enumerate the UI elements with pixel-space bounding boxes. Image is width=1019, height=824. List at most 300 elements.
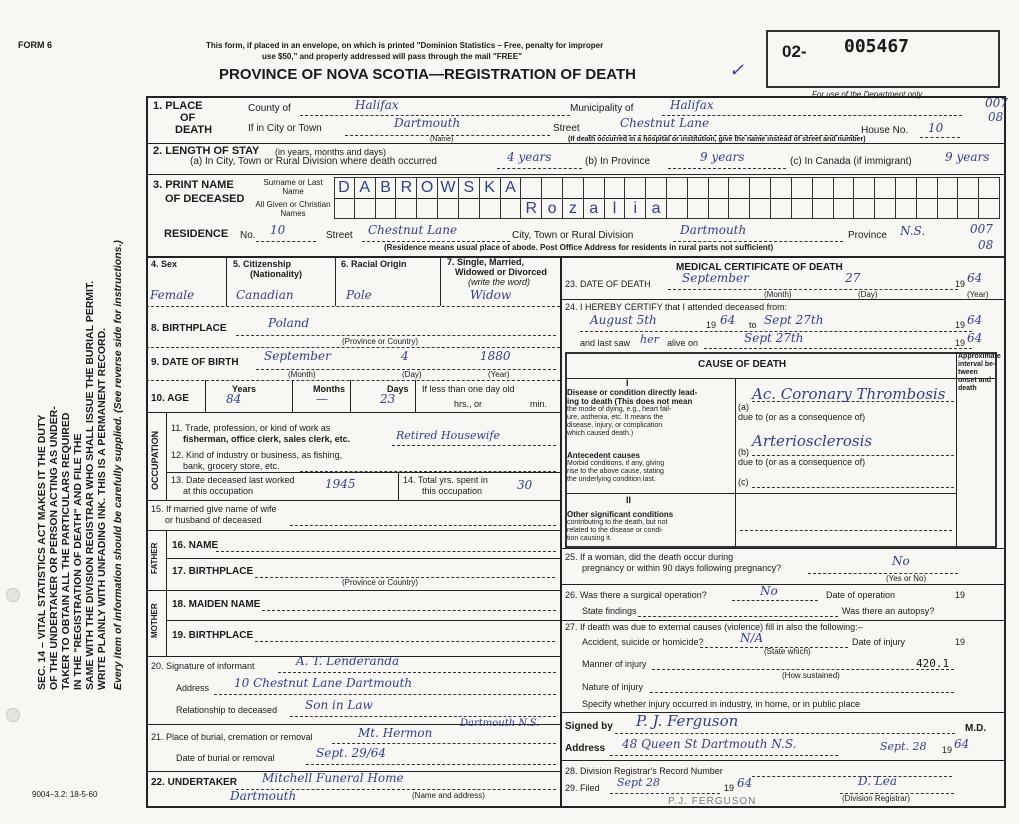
grid-line (292, 380, 293, 412)
burial-date-value[interactable]: Sept. 29/64 (316, 746, 387, 760)
divider (565, 378, 997, 379)
signer-value[interactable]: P. J. Ferguson (636, 712, 739, 730)
divider (560, 299, 1006, 300)
cause-column (735, 378, 736, 548)
undertaker-label: 22. UNDERTAKER (151, 777, 237, 788)
checkmark-icon: ✓ (729, 60, 745, 81)
occupation-label: OCCUPATION (150, 430, 160, 490)
typed-name-stamp: P.J. FERGUSON (668, 796, 757, 807)
surname-letter-box[interactable] (521, 177, 542, 198)
given-name-letter-box[interactable] (709, 198, 730, 219)
attended-to-year[interactable]: 64 (967, 313, 983, 327)
surname-letter-box[interactable] (771, 177, 792, 198)
other-conditions-line (740, 530, 952, 531)
divider (166, 558, 560, 559)
section-3-label: OF DECEASED (165, 193, 245, 205)
res-city-line (673, 241, 843, 242)
given-name-letter-box[interactable] (896, 198, 917, 219)
day-sublabel: (Day) (858, 290, 878, 299)
antecedent-label: rise to the above cause, stating (567, 468, 664, 475)
part-1-label: I (626, 378, 629, 388)
section-1-label: 1. PLACE (153, 100, 203, 112)
house-no-value[interactable]: 10 (928, 121, 944, 135)
alive-on-line (704, 348, 972, 349)
given-name-letter-box[interactable] (376, 198, 397, 219)
sig-date-value[interactable]: Sept. 28 (880, 740, 927, 753)
divider (560, 712, 1006, 713)
surname-letter-box[interactable]: B (376, 177, 397, 198)
divider (146, 530, 560, 531)
given-name-letter-box[interactable] (688, 198, 709, 219)
place-code: 08 (988, 110, 1004, 124)
months-label: Months (313, 384, 345, 394)
age-years-value[interactable]: 84 (226, 392, 242, 406)
surname-letter-box[interactable] (979, 177, 1000, 198)
sig-address-value[interactable]: 48 Queen St Dartmouth N.S. (622, 737, 797, 751)
stay-c-value[interactable]: 9 years (945, 150, 990, 164)
record-number-line (752, 776, 952, 777)
province-country-sublabel: (Province or Country) (342, 578, 419, 587)
divider (146, 256, 1006, 258)
grid-line (205, 380, 206, 412)
filed-label: 29. Filed (565, 783, 600, 793)
column-divider (560, 256, 562, 806)
place-code: 007 (985, 96, 1008, 110)
surname-letter-box[interactable] (584, 177, 605, 198)
date-of-death-line (668, 289, 958, 290)
disease-label: which caused death.) (567, 430, 634, 437)
age-label: 10. AGE (151, 393, 189, 404)
given-name-letter-box[interactable] (854, 198, 875, 219)
given-name-letter-box[interactable] (417, 198, 438, 219)
stay-a-label: (a) In City, Town or Rural Division where death occurred (190, 156, 437, 167)
sidebar-line: Every item of information should be carefully supplied. (See reverse side for instructions.) (112, 240, 124, 690)
divider (146, 590, 560, 591)
filed-line (610, 793, 720, 794)
given-name-letter-box[interactable] (813, 198, 834, 219)
stay-b-value[interactable]: 9 years (700, 150, 745, 164)
maiden-name-label: 18. MAIDEN NAME (172, 599, 261, 610)
grid-line (350, 380, 351, 412)
father-birthplace-label: 17. BIRTHPLACE (172, 566, 254, 577)
given-name-letter-box[interactable] (396, 198, 417, 219)
residence-code: 08 (978, 238, 994, 252)
age-months-value[interactable]: — (316, 392, 328, 406)
cause-b-value[interactable]: Arteriosclerosis (752, 432, 873, 450)
given-names-label: All Given or Christian Names (255, 200, 331, 218)
surname-label: Surname or Last Name (263, 178, 323, 196)
given-name-letter-box[interactable]: l (605, 198, 626, 219)
birthplace-line (236, 335, 556, 336)
surname-letter-box[interactable] (646, 177, 667, 198)
stay-c-label: (c) In Canada (if immigrant) (790, 156, 912, 167)
surname-letter-box[interactable] (605, 177, 626, 198)
year-sublabel: (Year) (967, 290, 989, 299)
other-conditions-label: tion causing it. (567, 535, 612, 542)
last-worked-label: 13. Date deceased last worked (171, 475, 295, 485)
cause-a-line (752, 401, 954, 402)
surname-letter-box[interactable] (688, 177, 709, 198)
alive-on-year[interactable]: 64 (967, 331, 983, 345)
interval-column (956, 352, 957, 548)
surname-letter-box[interactable] (709, 177, 730, 198)
month-sublabel: (Month) (764, 290, 792, 299)
racial-origin-value[interactable]: Pole (346, 288, 372, 302)
last-saw-label: and last saw (580, 338, 631, 348)
pregnancy-line (808, 573, 958, 574)
manner-label: Manner of injury (582, 659, 647, 669)
century-label: 19 (955, 320, 966, 330)
given-name-letter-box[interactable] (334, 198, 355, 219)
medical-certificate-title: MEDICAL CERTIFICATE OF DEATH (676, 262, 843, 273)
due-to-label: due to (or as a consequence of) (738, 457, 866, 467)
marital-label: (write the word) (468, 277, 531, 287)
trade-value[interactable]: Retired Housewife (396, 429, 501, 442)
sidebar-line: OF THE UNDERTAKER OR PERSON ACTING AS UNDER- (48, 406, 60, 690)
sig-address-label: Address (565, 743, 606, 754)
header-note: use $50," and properly addressed will pass through the mail "FREE" (262, 52, 522, 61)
sig-address-line (610, 755, 838, 756)
given-name-letter-box[interactable] (792, 198, 813, 219)
surname-letter-box[interactable]: D (334, 177, 355, 198)
given-name-letter-box[interactable] (958, 198, 979, 219)
given-name-letter-box[interactable] (750, 198, 771, 219)
cause-a-letter: (a) (738, 402, 749, 412)
surname-letter-box[interactable]: O (417, 177, 438, 198)
burial-place-note: Dartmouth N.S. (460, 718, 540, 729)
manner-line (652, 669, 954, 670)
surname-letter-box[interactable]: R (396, 177, 417, 198)
surname-letter-box[interactable] (792, 177, 813, 198)
residence-code: 007 (970, 222, 993, 236)
marital-label: 7. Single, Married, (447, 257, 525, 267)
cause-a-value[interactable]: Ac. Coronary Thrombosis (752, 385, 946, 403)
city-label: If in City or Town (248, 123, 322, 134)
section-1-label: DEATH (175, 124, 213, 136)
father-name-line (216, 551, 556, 552)
res-no-label: No. (240, 230, 256, 241)
grid-line (166, 530, 167, 590)
century-label: 19 (942, 745, 953, 755)
instructions-sidebar (36, 150, 136, 690)
divider (146, 347, 560, 348)
days-label: Days (387, 384, 409, 394)
divider (146, 143, 1006, 144)
birthplace-label: 8. BIRTHPLACE (151, 323, 227, 334)
part-2-label: II (626, 495, 632, 505)
antecedent-label: Antecedent causes (567, 451, 640, 460)
sig-year-value[interactable]: 64 (954, 737, 970, 751)
total-yrs-label: 14. Total yrs. spent in (403, 475, 488, 485)
attended-from-value[interactable]: August 5th (590, 313, 657, 327)
reg-number: 005467 (844, 36, 910, 57)
dob-label: 9. DATE OF BIRTH (151, 357, 239, 368)
min-label: min. (530, 399, 548, 409)
street-label: Street (553, 123, 580, 134)
citizenship-value[interactable]: Canadian (236, 288, 294, 302)
surname-letter-box[interactable] (917, 177, 938, 198)
surname-letter-box[interactable] (834, 177, 855, 198)
informant-label: 20. Signature of informant (151, 661, 255, 671)
section-2-units: (in years, months and days) (275, 147, 387, 157)
antecedent-label: Morbid conditions, if any, giving (567, 460, 665, 467)
surname-letter-box[interactable] (896, 177, 917, 198)
county-label: County of (248, 103, 291, 114)
sidebar-line: IN THE "REGISTRATION OF DEATH" AND FILE THE (72, 433, 84, 690)
surname-letter-box[interactable] (729, 177, 750, 198)
yes-no-sublabel: (Yes or No) (886, 574, 927, 583)
surname-letter-box[interactable] (667, 177, 688, 198)
accident-label: Accident, suicide or homicide? (582, 637, 704, 647)
death-century: 19 (955, 279, 966, 289)
total-yrs-value[interactable]: 30 (517, 478, 533, 492)
surname-letter-box[interactable] (542, 177, 563, 198)
footer-code: 9004–3.2: 18-5-60 (32, 790, 98, 799)
marital-value[interactable]: Widow (470, 288, 512, 302)
house-no-line (920, 137, 960, 138)
spouse-label: 15. If married give name of wife (151, 504, 277, 514)
grid-line (166, 412, 167, 500)
grid-line (226, 256, 227, 306)
century-label: 19 (955, 637, 966, 647)
hospital-note: (If death occurred in a hospital or institution, give the name instead of street and number) (568, 136, 866, 143)
given-name-letter-box[interactable] (480, 198, 501, 219)
grid-line (166, 590, 167, 656)
disease-label: disease, injury, or complication (567, 422, 663, 429)
given-name-letter-box[interactable] (729, 198, 750, 219)
hrs-label: hrs., or (454, 399, 483, 409)
form-title: PROVINCE OF NOVA SCOTIA—REGISTRATION OF DEATH (219, 66, 636, 83)
res-no-line (256, 241, 316, 242)
disease-label: Disease or condition directly lead- (567, 388, 698, 397)
given-name-letter-box[interactable] (979, 198, 1000, 219)
divider (166, 620, 560, 621)
given-name-letter-box[interactable]: a (584, 198, 605, 219)
pregnancy-label: pregnancy or within 90 days following pregnancy? (582, 563, 782, 573)
cause-c-letter: (c) (738, 477, 749, 487)
division-registrar-sublabel: (Division Registrar) (842, 794, 911, 803)
sex-label: 4. Sex (151, 259, 178, 269)
informant-address-value[interactable]: 10 Chestnut Lane Dartmouth (234, 676, 413, 690)
cause-b-line (752, 455, 954, 456)
interval-label: Approximate interval be-tween onset and death (958, 353, 1001, 392)
burial-place-label: 21. Place of burial, cremation or removal (151, 732, 313, 742)
frame-left (146, 96, 148, 806)
res-street-label: Street (326, 230, 353, 241)
burial-place-value[interactable]: Mt. Hermon (358, 726, 433, 740)
divider (146, 500, 560, 501)
surname-letter-box[interactable] (813, 177, 834, 198)
city-value[interactable]: Dartmouth (394, 116, 461, 130)
how-sustained-sublabel: (How sustained) (782, 671, 840, 680)
surname-letter-box[interactable] (875, 177, 896, 198)
grid-line (415, 380, 416, 412)
given-name-letter-box[interactable]: R (521, 198, 542, 219)
pronoun-value[interactable]: her (640, 333, 659, 346)
frame-top (146, 96, 1006, 98)
given-name-letter-box[interactable] (355, 198, 376, 219)
grid-line (440, 256, 441, 306)
dob-month-value[interactable]: September (264, 349, 331, 363)
other-conditions-label: related to the disease or condi- (567, 527, 664, 534)
century-label: 19 (724, 783, 735, 793)
day-sublabel: (Day) (402, 370, 422, 379)
accident-value[interactable]: N/A (740, 631, 764, 645)
registrar-signature[interactable]: D. Lea (858, 774, 898, 788)
age-days-value[interactable]: 23 (380, 392, 396, 406)
specify-label: Specify whether injury occurred in industry, in home, or in public place (582, 699, 860, 709)
other-conditions-label: Other significant conditions (567, 510, 674, 519)
undertaker-value[interactable]: Mitchell Funeral Home (262, 771, 404, 785)
birthplace-value[interactable]: Poland (268, 316, 310, 330)
given-name-letter-box[interactable] (438, 198, 459, 219)
operation-value[interactable]: No (760, 584, 778, 598)
house-no-label: House No. (861, 125, 909, 136)
informant-value[interactable]: A. T. Lenderanda (296, 654, 400, 668)
res-street-value[interactable]: Chestnut Lane (368, 223, 458, 237)
spouse-line (290, 525, 556, 526)
res-province-value[interactable]: N.S. (900, 224, 926, 238)
surname-letter-box[interactable] (938, 177, 959, 198)
death-month-value[interactable]: September (682, 271, 749, 285)
informant-line (278, 672, 556, 673)
trade-label: fisherman, office clerk, sales clerk, etc. (183, 434, 351, 444)
pregnancy-value[interactable]: No (892, 554, 910, 568)
nature-label: Nature of injury (582, 682, 644, 692)
citizenship-label: 5. Citizenship (233, 259, 292, 269)
surname-letter-box[interactable] (750, 177, 771, 198)
last-worked-value[interactable]: 1945 (325, 477, 356, 491)
mother-birthplace-label: 19. BIRTHPLACE (172, 630, 254, 641)
spouse-label: or husband of deceased (165, 515, 262, 525)
sex-value[interactable]: Female (150, 288, 195, 302)
informant-address-line (214, 694, 556, 695)
given-name-letter-box[interactable]: o (542, 198, 563, 219)
given-name-letter-box[interactable] (875, 198, 896, 219)
surname-letter-box[interactable] (854, 177, 875, 198)
residence-label: RESIDENCE (164, 228, 229, 240)
surname-letter-box[interactable]: S (459, 177, 480, 198)
surname-letter-box[interactable] (625, 177, 646, 198)
section-1-label: OF (180, 112, 196, 124)
attended-to-value[interactable]: Sept 27th (764, 313, 824, 327)
due-to-label: due to (or as a consequence of) (738, 412, 866, 422)
divider (146, 306, 560, 307)
disease-label: ure, asthenia, etc. It means the (567, 414, 664, 421)
burial-date-line (306, 764, 556, 765)
trade-label: 11. Trade, profession, or kind of work as (171, 423, 331, 433)
given-name-letter-box[interactable]: a (646, 198, 667, 219)
given-name-letter-box[interactable]: z (563, 198, 584, 219)
frame-bottom (146, 806, 1006, 808)
municipality-value[interactable]: Halifax (670, 98, 714, 112)
given-name-letter-box[interactable] (938, 198, 959, 219)
street-value[interactable]: Chestnut Lane (620, 116, 710, 130)
alive-on-label: alive on (667, 338, 699, 348)
racial-origin-label: 6. Racial Origin (341, 259, 407, 269)
years-label: Years (232, 384, 257, 394)
divider (560, 620, 1006, 621)
header-note: This form, if placed in an envelope, on which is printed "Dominion Statistics – Free, penalty for improper (206, 41, 604, 50)
burial-date-label: Date of burial or removal (176, 753, 275, 763)
surname-letter-box[interactable]: W (438, 177, 459, 198)
residence-note: (Residence means usual place of abode. Post Office Address for residents in rural parts not sufficient) (384, 243, 774, 252)
alive-on-value[interactable]: Sept 27th (744, 331, 804, 345)
filed-value[interactable]: Sept 28 (617, 776, 661, 789)
record-number-label: 28. Division Registrar's Record Number (565, 766, 723, 776)
divider (146, 174, 1006, 175)
dob-year-value[interactable]: 1880 (480, 349, 511, 363)
attended-from-year[interactable]: 64 (720, 313, 736, 327)
divider (560, 760, 1006, 761)
month-sublabel: (Month) (288, 370, 316, 379)
punch-hole (6, 708, 20, 722)
stay-b-line (668, 168, 786, 169)
operation-label: 26. Was there a surgical operation? (565, 590, 707, 600)
divider (146, 412, 560, 413)
surname-letter-box[interactable]: A (355, 177, 376, 198)
surname-letter-box[interactable] (563, 177, 584, 198)
given-name-letter-box[interactable] (667, 198, 688, 219)
given-name-letter-box[interactable] (501, 198, 522, 219)
sidebar-line: WRITE PLAINLY WITH UNFADING INK. THIS IS A PERMANENT RECORD. (96, 327, 108, 690)
dept-use-label: For use of the Department only (812, 90, 923, 99)
municipality-label: Municipality of (570, 103, 634, 114)
divider (565, 493, 956, 494)
less-day-label: If less than one day old (422, 384, 515, 394)
given-name-letter-box[interactable]: i (625, 198, 646, 219)
dob-day-value[interactable]: 4 (401, 349, 409, 363)
burial-place-line (332, 743, 556, 744)
surname-letter-box[interactable] (958, 177, 979, 198)
stay-a-value[interactable]: 4 years (507, 150, 552, 164)
death-day-value[interactable]: 27 (845, 271, 861, 285)
year-sublabel: (Year) (488, 370, 510, 379)
relationship-label: Relationship to deceased (176, 705, 278, 715)
county-value[interactable]: Halifax (355, 98, 399, 112)
res-city-value[interactable]: Dartmouth (680, 223, 747, 237)
given-name-letter-box[interactable] (771, 198, 792, 219)
divider (560, 548, 1006, 549)
given-name-letter-box[interactable] (917, 198, 938, 219)
given-name-letter-box[interactable] (459, 198, 480, 219)
divider (166, 472, 560, 473)
given-name-letter-box[interactable] (834, 198, 855, 219)
state-which-sublabel: (State which) (764, 647, 811, 656)
punch-hole (6, 588, 20, 602)
sidebar-line: TAKER TO OBTAIN ALL THE PARTICULARS REQUIRED (60, 412, 72, 690)
relationship-value[interactable]: Son in Law (305, 698, 373, 712)
century-label: 19 (706, 320, 717, 330)
date-injury-label: Date of injury (852, 637, 906, 647)
mother-birthplace-line (255, 641, 555, 642)
date-of-death-label: 23. DATE OF DEATH (565, 279, 651, 289)
sidebar-line: SEC. 14 – VITAL STATISTICS ACT MAKES IT THE DUTY (36, 414, 48, 690)
autopsy-label: Was there an autopsy? (842, 606, 935, 616)
sidebar-line: SAME WITH THE DIVISION REGISTRAR WHO SHALL ISSUE THE BURIAL PERMIT. (84, 280, 96, 690)
date-op-label: Date of operation (826, 590, 896, 600)
cause-b-letter: (b) (738, 447, 749, 457)
trade-line (392, 445, 556, 446)
death-year-value[interactable]: 64 (967, 271, 983, 285)
res-no-value[interactable]: 10 (270, 223, 286, 237)
filed-year-value[interactable]: 64 (737, 776, 753, 790)
citizenship-sublabel: (Nationality) (250, 269, 303, 279)
undertaker-city-value[interactable]: Dartmouth (230, 789, 297, 803)
surname-letter-box[interactable]: K (480, 177, 501, 198)
surname-letter-box[interactable]: A (501, 177, 522, 198)
nature-line (650, 692, 954, 693)
